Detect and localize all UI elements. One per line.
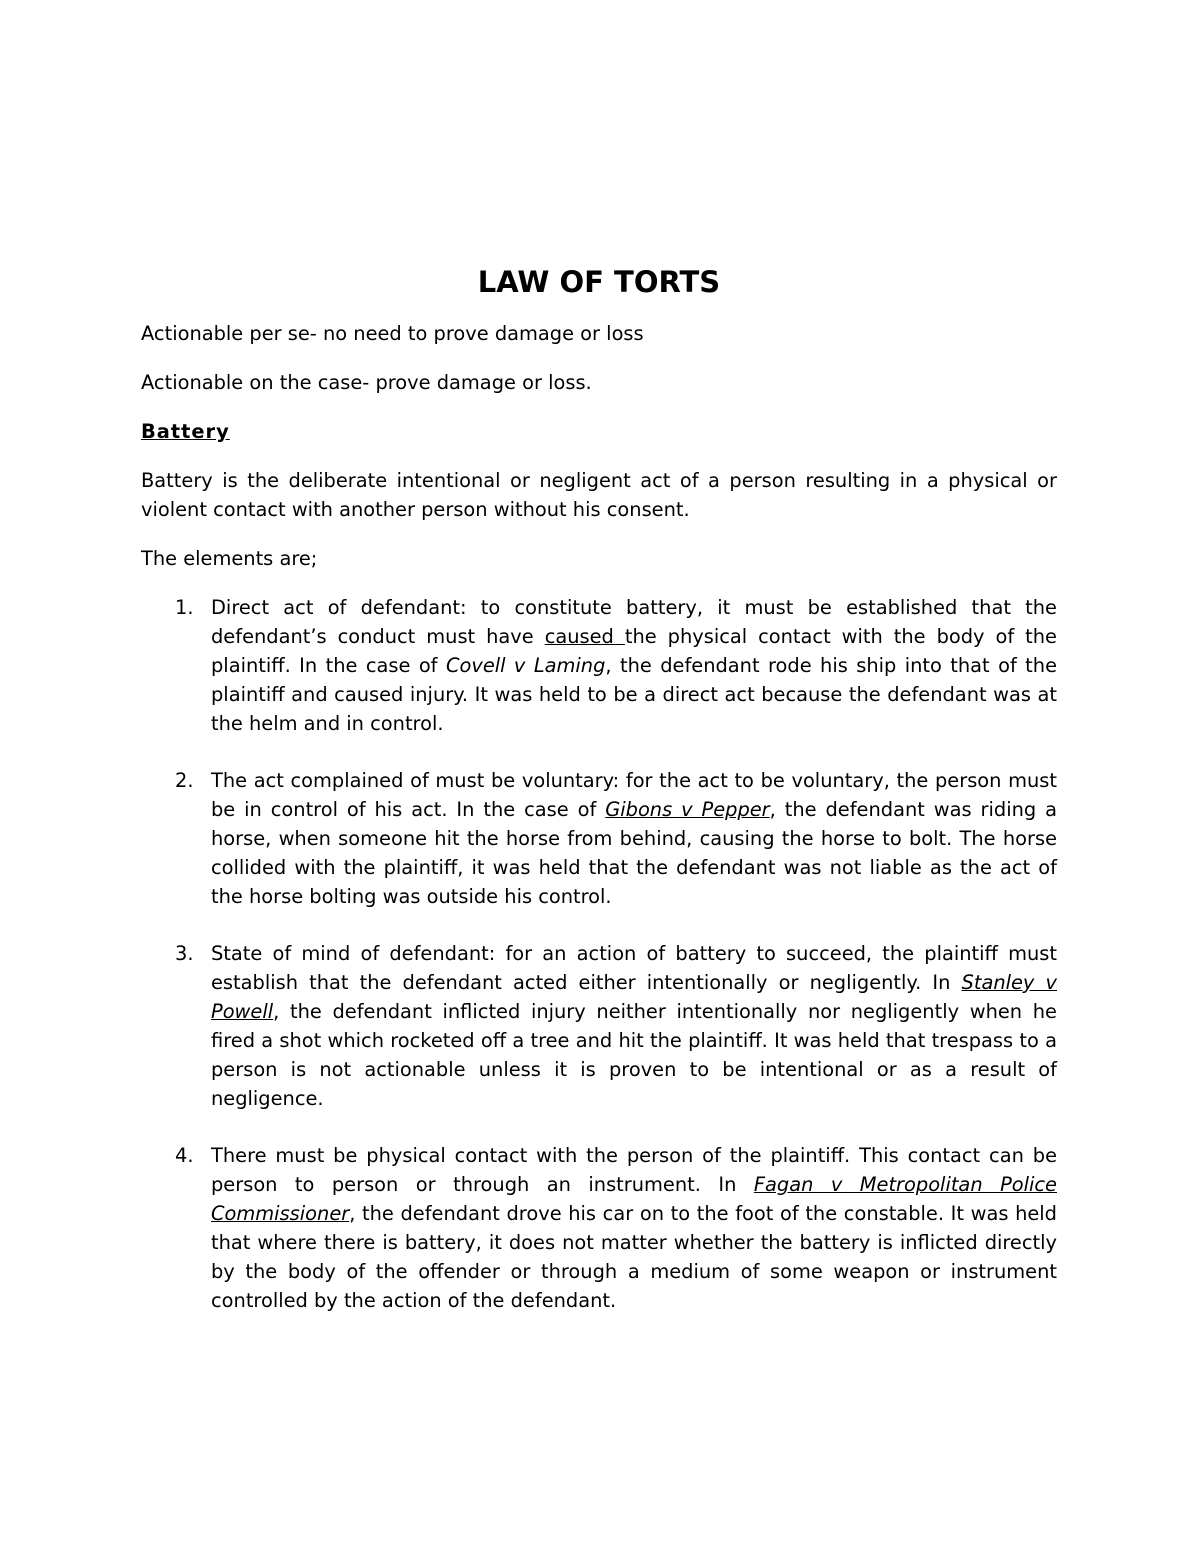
element-text: Direct act of defendant: to constitute battery, it must be established that the defendant’s conduct must have	[211, 596, 1057, 648]
intro-line-per-se: Actionable per se- no need to prove damage or loss	[141, 322, 644, 345]
element-text: , the defendant inflicted injury neither intentionally nor negligently when he fired a shot which rocketed off a tree and hit the plaintiff. It was held that trespass to a person is not actionable unless it is proven to be intentional or as a result of negligence.	[211, 1000, 1057, 1110]
document-title: LAW OF TORTS	[477, 265, 721, 299]
element-item-2	[141, 766, 1057, 911]
elements-list	[141, 593, 1057, 1315]
intro-line-on-case: Actionable on the case- prove damage or loss.	[141, 371, 592, 394]
element-text: , the defendant was riding a horse, when someone hit the horse from behind, causing the horse to bolt. The horse collided with the plaintiff, it was held that the defendant was not liable as the act of the horse bolting was outside his control.	[211, 798, 1057, 908]
case-name-covell-v-laming: Covell v Laming	[445, 654, 606, 677]
element-number: 1.	[175, 596, 194, 619]
element-text: State of mind of defendant: for an action of battery to succeed, the plaintiff must establish that the defendant acted either intentionally or negligently. In	[211, 942, 1057, 994]
element-text: The act complained of must be voluntary: for the act to be voluntary, the person must be in control of his act. In the case of	[211, 769, 1057, 821]
emphasis-caused: caused	[544, 625, 625, 648]
elements-intro: The elements are;	[141, 547, 318, 570]
element-number: 3.	[175, 942, 194, 965]
element-number: 4.	[175, 1144, 194, 1167]
document-page	[141, 262, 1057, 1343]
element-item-1	[141, 593, 1057, 738]
element-text: , the defendant drove his car on to the foot of the constable. It was held that where there is battery, it does not matter whether the battery is inflicted directly by the body of the offender or through a medium of some weapon or instrument controlled by the action of the defendant.	[211, 1202, 1057, 1312]
element-text: the physical contact with the body of the plaintiff. In the case of	[211, 625, 1057, 677]
element-text: There must be physical contact with the person of the plaintiff. This contact can be person to person or through an instrument. In	[211, 1144, 1057, 1196]
battery-definition: Battery is the deliberate intentional or negligent act of a person resulting in a physical or violent contact with another person without his consent.	[141, 469, 1057, 521]
case-name-fagan-v-metropolitan-police-commissioner: Fagan v Metropolitan Police Commissioner	[211, 1173, 1057, 1225]
element-text: , the defendant rode his ship into that of the plaintiff and caused injury. It was held to be a direct act because the defendant was at the helm and in control.	[211, 654, 1057, 735]
element-number: 2.	[175, 769, 194, 792]
element-item-4	[141, 1141, 1057, 1315]
case-name-stanley-v-powell: Stanley v Powell	[211, 971, 1057, 1023]
section-heading-battery: Battery	[141, 420, 230, 443]
case-name-gibons-v-pepper: Gibons v Pepper	[605, 798, 770, 821]
element-item-3	[141, 939, 1057, 1113]
